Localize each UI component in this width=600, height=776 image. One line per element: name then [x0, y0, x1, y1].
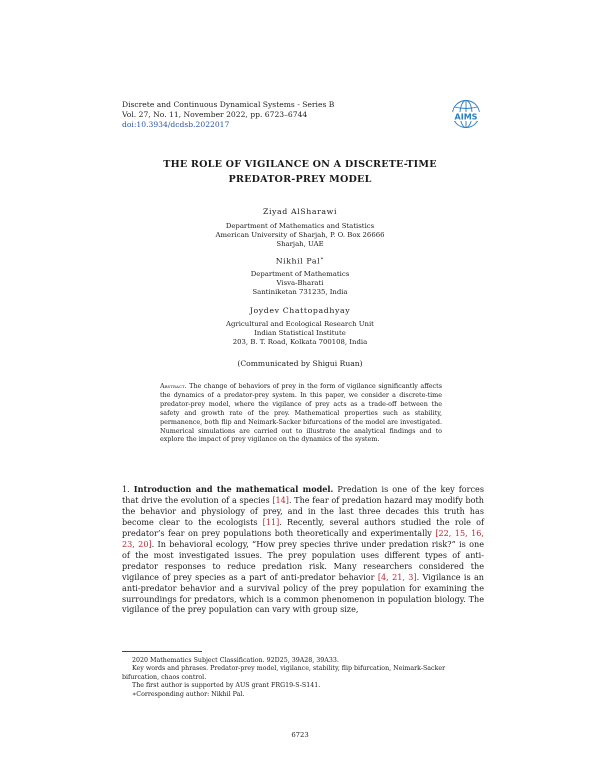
author-3: Joydev Chattopadhyay: [249, 306, 351, 315]
affiliation-line: American University of Sharjah, P. O. Box 26666: [215, 231, 385, 240]
affiliation-line: Indian Statistical Institute: [254, 329, 346, 338]
citation-link[interactable]: [22, 15, 16, 23, 20]: [122, 527, 484, 549]
corresponding-mark: ∗: [320, 256, 325, 262]
citation-link[interactable]: [4, 21, 3]: [377, 571, 417, 582]
volume-line: Vol. 27, No. 11, November 2022, pp. 6723–6744: [122, 110, 308, 119]
body-text: . The fear of predation hazard may modify both the behavior and physiology of prey, and in the last three decades this truth has become clear to the ecologists: [122, 494, 484, 527]
body-text: . Vigilance is an anti-predator behavior and a survival policy of the prey population for examining the surroundings for predators, which is a common phenomenon in population biology. The vigilance of the prey population can vary with group size,: [122, 571, 484, 615]
footnotes: [122, 657, 484, 699]
doi-link[interactable]: doi:10.3934/dcdsb.2022017: [122, 120, 230, 129]
abstract-text: The change of behaviors of prey in the form of vigilance significantly affects the dynamics of a predator-prey system. In this paper, we consider a discrete-time predator-prey model, where the vigilance of prey acts as a trade-off between the safety and growth rate of the prey. Mathematical properties such as stability, permanence, both flip and Neimark-Sacker bifurcations of the model are investigated. Numerical simulations are carried out to illustrate the analytical findings and to explore the impact of prey vigilance on the dynamics of the system.: [160, 382, 442, 444]
corresponding-author: ∗Corresponding author: Nikhil Pal.: [132, 690, 245, 698]
affiliation-line: Sharjah, UAE: [276, 240, 324, 249]
affiliation-2: [100, 270, 500, 298]
keywords: Key words and phrases. Predator-prey model, vigilance, stability, flip bifurcation, Neimark-Sacker bifurcation, chaos control.: [122, 665, 446, 681]
journal-name: Discrete and Continuous Dynamical Systems - Series B: [122, 100, 335, 109]
affiliation-1: [100, 222, 500, 250]
affiliation-line: Visva-Bharati: [276, 279, 324, 288]
introduction-paragraph: [122, 484, 484, 615]
affiliation-3: [100, 320, 500, 348]
section-title: Introduction and the mathematical model.: [133, 484, 334, 494]
aims-globe-icon: [449, 99, 483, 135]
citation-link[interactable]: [11]: [262, 516, 280, 527]
footnote-rule: [122, 651, 202, 652]
citation-link[interactable]: [14]: [272, 494, 289, 505]
section-number: 1.: [122, 484, 130, 494]
author-2-name: Nikhil Pal: [275, 256, 321, 266]
grant-note: The first author is supported by AUS grant FRG19-S-S141.: [132, 682, 321, 690]
msc-classification: 2020 Mathematics Subject Classification. 92D25, 39A28, 39A33.: [132, 657, 339, 664]
communicated-by: (Communicated by Shigui Ruan): [237, 359, 363, 368]
affiliation-line: 203, B. T. Road, Kolkata 700108, India: [232, 338, 368, 347]
body-text: . Recently, several authors studied the role of predator’s fear on prey populations both theoretically and experimentally: [122, 516, 484, 538]
journal-header: [122, 100, 334, 130]
affiliation-line: Department of Mathematics and Statistics: [225, 222, 375, 230]
affiliation-line: Santiniketan 731235, India: [252, 288, 348, 297]
affiliation-line: Department of Mathematics: [250, 270, 350, 278]
title-line-1: THE ROLE OF VIGILANCE ON A DISCRETE-TIME: [163, 159, 437, 170]
abstract: [160, 382, 442, 444]
body-text: Predation is one of the key forces that drive the evolution of a species: [122, 484, 484, 505]
abstract-label: Abstract.: [160, 382, 187, 390]
author-2: [100, 256, 500, 266]
body-text: . In behavioral ecology, “How prey species thrive under predation risk?” is one of the most investigated issues. The prey population uses different types of anti-predator responses to reduce predation risk. Many researchers considered the vigilance of prey species as a part of anti-predator behavior: [122, 538, 485, 582]
paper-title: [100, 157, 500, 187]
page-number: 6723: [291, 731, 309, 739]
title-line-2: PREDATOR-PREY MODEL: [228, 174, 372, 185]
author-1: Ziyad AlSharawi: [262, 207, 338, 216]
affiliation-line: Agricultural and Ecological Research Unit: [226, 320, 374, 328]
logo-text: AIMS: [454, 112, 478, 122]
